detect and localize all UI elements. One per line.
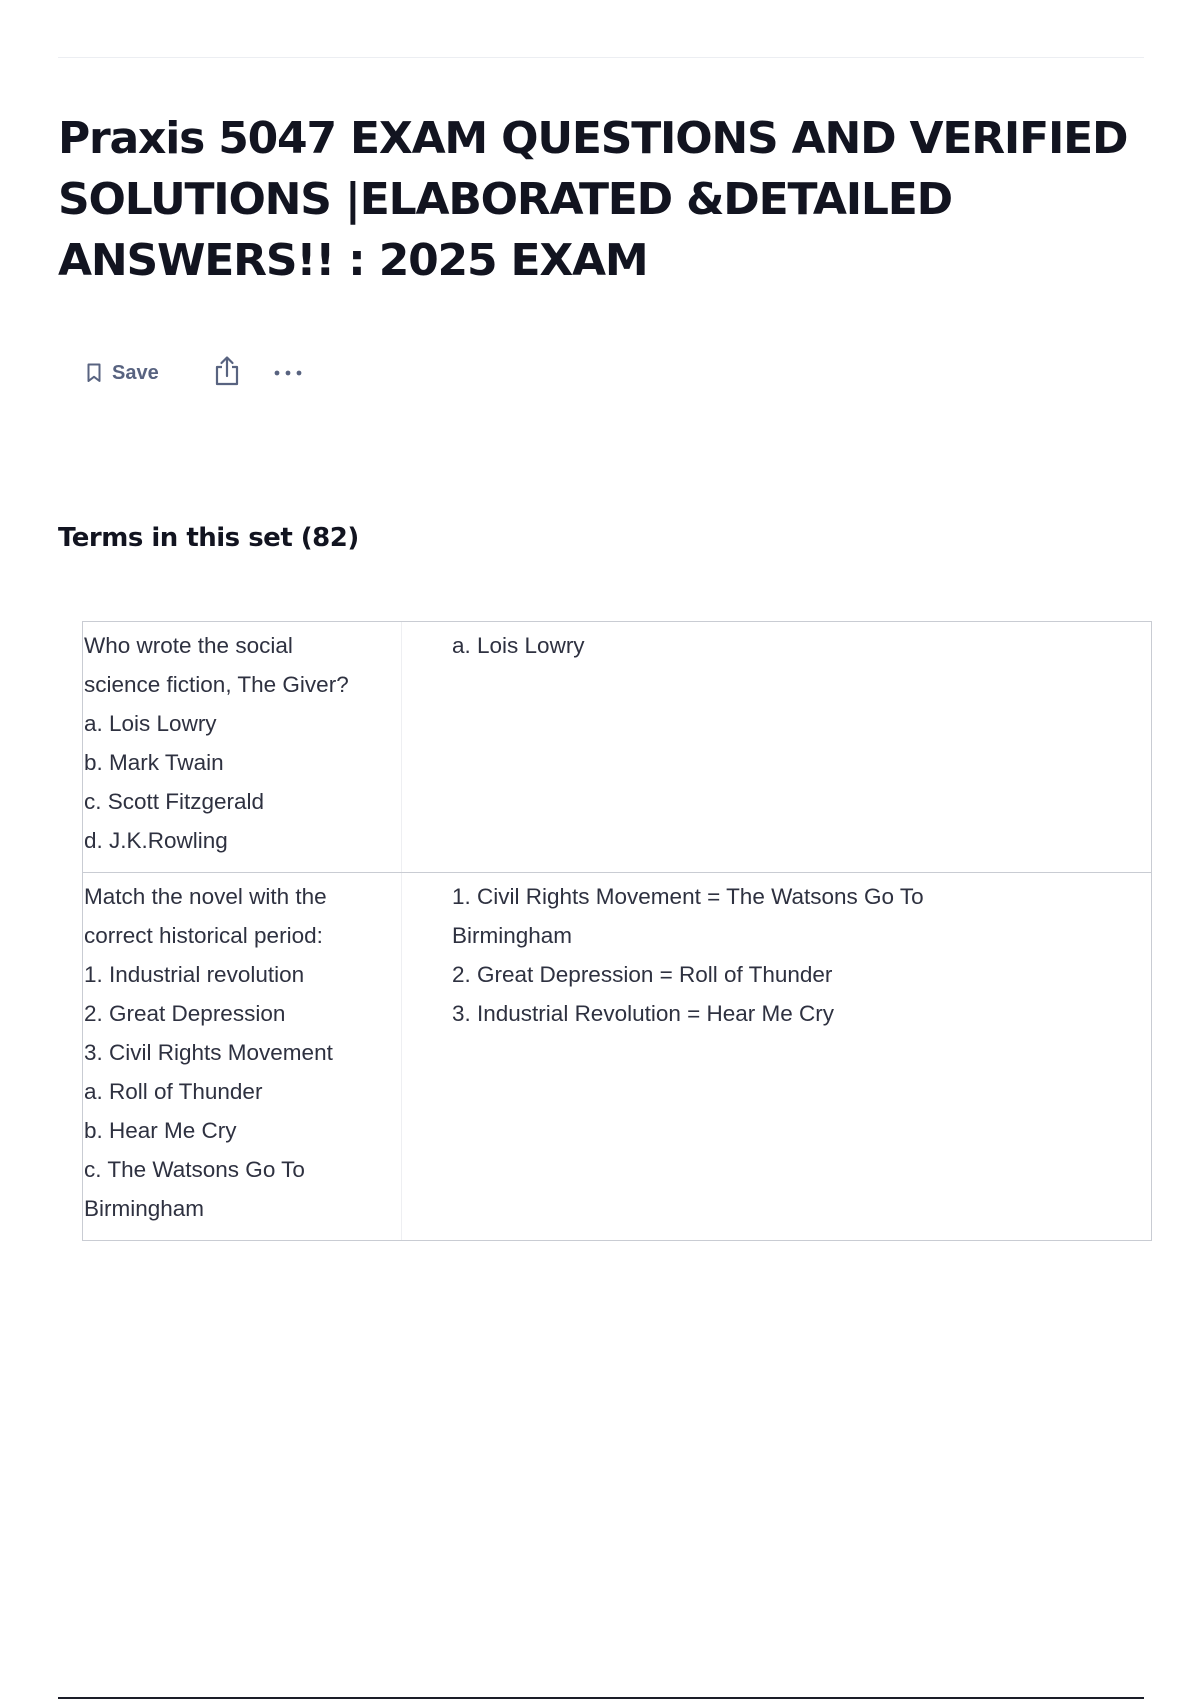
term-question-line: Who wrote the social — [84, 633, 293, 658]
term-question-line: b. Mark Twain — [84, 750, 224, 775]
bookmark-icon — [86, 363, 102, 383]
term-answer — [83, 622, 1151, 872]
save-button-label: Save — [112, 361, 159, 384]
page-title-line: Praxis 5047 EXAM QUESTIONS AND VERIFIED — [58, 113, 1128, 164]
share-button[interactable] — [213, 355, 241, 392]
term-answer-line: 1. Civil Rights Movement = The Watsons Go To — [452, 884, 924, 909]
term-question-line: a. Roll of Thunder — [84, 1079, 263, 1104]
term-question-line: 3. Civil Rights Movement — [84, 1040, 333, 1065]
term-question-line: 1. Industrial revolution — [84, 962, 305, 987]
top-divider — [58, 57, 1144, 58]
term-question-line: Match the novel with the — [84, 884, 327, 909]
term-question-line: a. Lois Lowry — [84, 711, 217, 736]
term-question-line: c. The Watsons Go To — [84, 1157, 305, 1182]
term-question-line: Birmingham — [84, 1196, 205, 1221]
more-options-button[interactable] — [273, 364, 303, 382]
term-answer-line: 3. Industrial Revolution = Hear Me Cry — [452, 1001, 835, 1026]
share-icon — [213, 355, 241, 392]
page-title — [58, 108, 1158, 291]
term-answer-line: a. Lois Lowry — [452, 633, 585, 658]
term-card — [83, 622, 1151, 872]
term-question-line: d. J.K.Rowling — [84, 828, 228, 853]
term-answer — [83, 873, 1151, 1240]
page-title-line: SOLUTIONS |ELABORATED &DETAILED — [58, 174, 952, 225]
term-question-line: c. Scott Fitzgerald — [84, 789, 265, 814]
term-question-line: b. Hear Me Cry — [84, 1118, 237, 1143]
bottom-divider — [58, 1697, 1144, 1699]
page-title-line: ANSWERS!! : 2025 EXAM — [58, 235, 648, 286]
term-question-line: correct historical period: — [84, 923, 323, 948]
term-answer-line: 2. Great Depression = Roll of Thunder — [452, 962, 833, 987]
action-bar — [86, 355, 303, 391]
term-question-line: science fiction, The Giver? — [84, 672, 349, 697]
term-question-line: 2. Great Depression — [84, 1001, 286, 1026]
term-card — [83, 872, 1151, 1240]
term-answer-line: Birmingham — [452, 923, 573, 948]
terms-heading: Terms in this set (82) — [58, 523, 359, 553]
more-horizontal-icon — [273, 364, 303, 382]
terms-table — [82, 621, 1152, 1241]
save-button[interactable] — [86, 362, 159, 385]
